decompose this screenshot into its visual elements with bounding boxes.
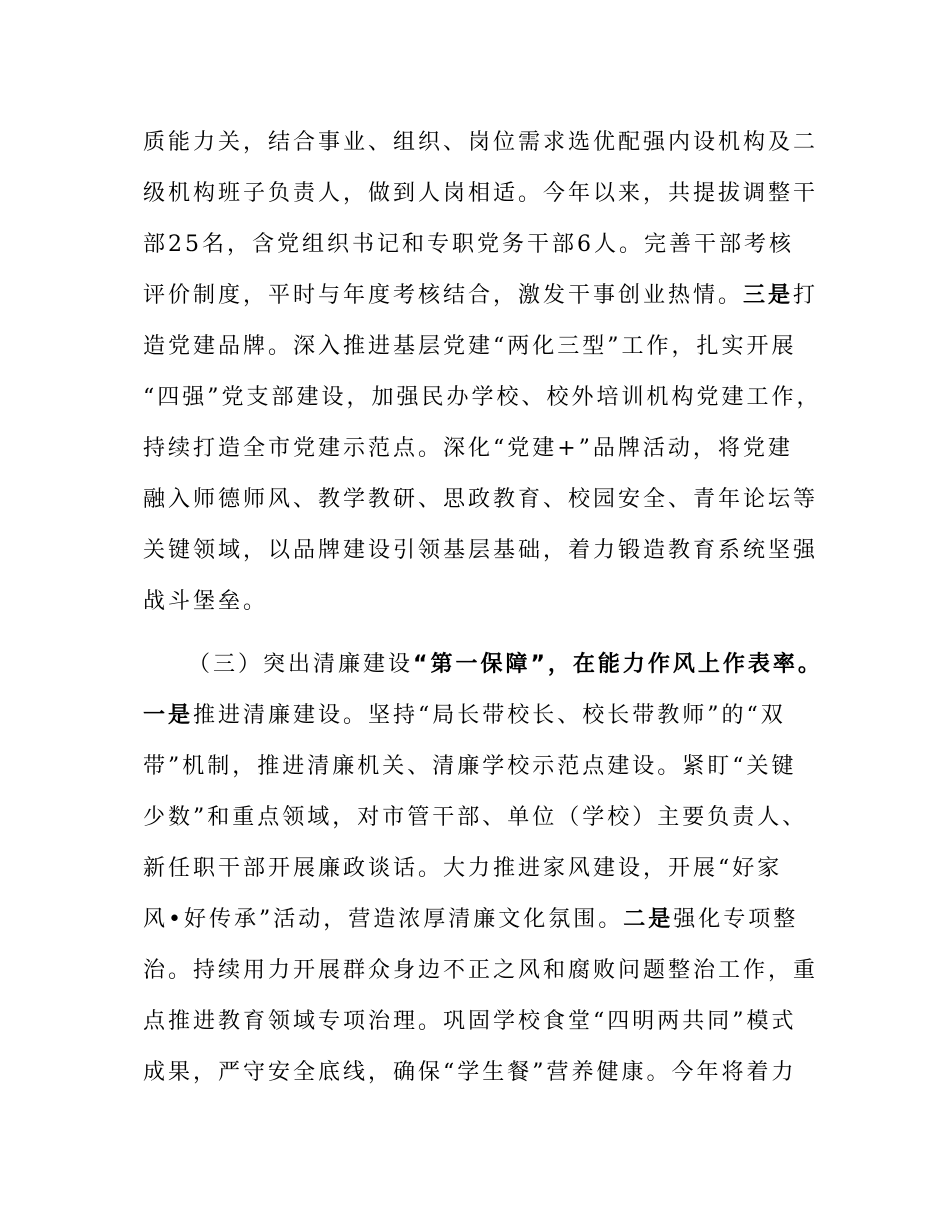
bold-marker: 三是 (743, 283, 794, 308)
text-run: 战斗堡垒。 (143, 589, 269, 614)
paragraph-2-heading-line (188, 645, 823, 685)
paragraph-2-line-2 (143, 696, 786, 736)
paragraph-1-line-10 (143, 582, 268, 622)
paragraph-1-line-8 (143, 480, 818, 520)
text-run: 强化专项整 (673, 907, 799, 932)
paragraph-2-line-7 (143, 951, 818, 991)
paragraph-2-line-6 (143, 900, 798, 940)
text-run: 融入师德师风、教学教研、思政教育、校园安全、青年论坛等 (143, 487, 819, 512)
text-run: 关键领域，以品牌建设引领基层基础，着力锻造教育系统坚强 (143, 538, 819, 563)
bold-marker: 一是 (143, 703, 194, 728)
text-run: 持续打造全市党建示范点。深化“党建+”品牌活动，将党建 (143, 436, 793, 461)
paragraph-1-line-2 (143, 174, 818, 214)
paragraph-2-line-9 (143, 1053, 797, 1093)
paragraph-1-line-4 (143, 276, 818, 316)
bold-marker: 二是 (623, 907, 674, 932)
text-run: 级机构班子负责人，做到人岗相适。今年以来，共提拔调整干 (143, 181, 819, 206)
text-run: 评价制度，平时与年度考核结合，激发干事创业热情。 (143, 283, 744, 308)
paragraph-1-line-7 (143, 429, 793, 469)
text-run: 造党建品牌。深入推进基层党建“两化三型”工作，扎实开展 (143, 334, 797, 359)
bold-heading-text: “第一保障”，在能力作风上作表率。 (413, 652, 823, 677)
paragraph-1-line-3 (143, 225, 794, 265)
paragraph-1-line-1 (143, 123, 818, 163)
paragraph-2-line-3 (143, 747, 797, 787)
text-run: 治。持续用力开展群众身边不正之风和腐败问题整治工作，重 (143, 958, 819, 983)
text-run: 部25名，含党组织书记和专职党务干部6人。完善干部考核 (143, 232, 794, 257)
text-run: 点推进教育领域专项治理。巩固学校食堂“四明两共同”模式 (143, 1009, 797, 1034)
text-run: 推进清廉建设。坚持“局长带校长、校长带教师”的“双 (193, 703, 786, 728)
paragraph-1-line-6 (143, 378, 822, 418)
text-run: “四强”党支部建设，加强民办学校、校外培训机构党建工作， (143, 385, 822, 410)
text-run: 新任职干部开展廉政谈话。大力推进家风建设，开展“好家 (143, 856, 783, 881)
text-run: 成果，严守安全底线，确保“学生餐”营养健康。今年将着力 (143, 1060, 797, 1085)
text-run: 风•好传承”活动，营造浓厚清廉文化氛围。 (143, 907, 624, 932)
text-run: （三）突出清廉建设 (188, 652, 414, 677)
paragraph-1-line-5 (143, 327, 797, 367)
paragraph-2-line-4 (143, 798, 807, 838)
paragraph-2-line-5 (143, 849, 782, 889)
text-run: 少数”和重点领域，对市管干部、单位（学校）主要负责人、 (143, 805, 808, 830)
text-run: 打 (793, 283, 819, 308)
text-run: 带”机制，推进清廉机关、清廉学校示范点建设。紧盯“关键 (143, 754, 797, 779)
text-run: 质能力关，结合事业、组织、岗位需求选优配强内设机构及二 (143, 130, 819, 155)
paragraph-1-line-9 (143, 531, 818, 571)
paragraph-2-line-8 (143, 1002, 797, 1042)
